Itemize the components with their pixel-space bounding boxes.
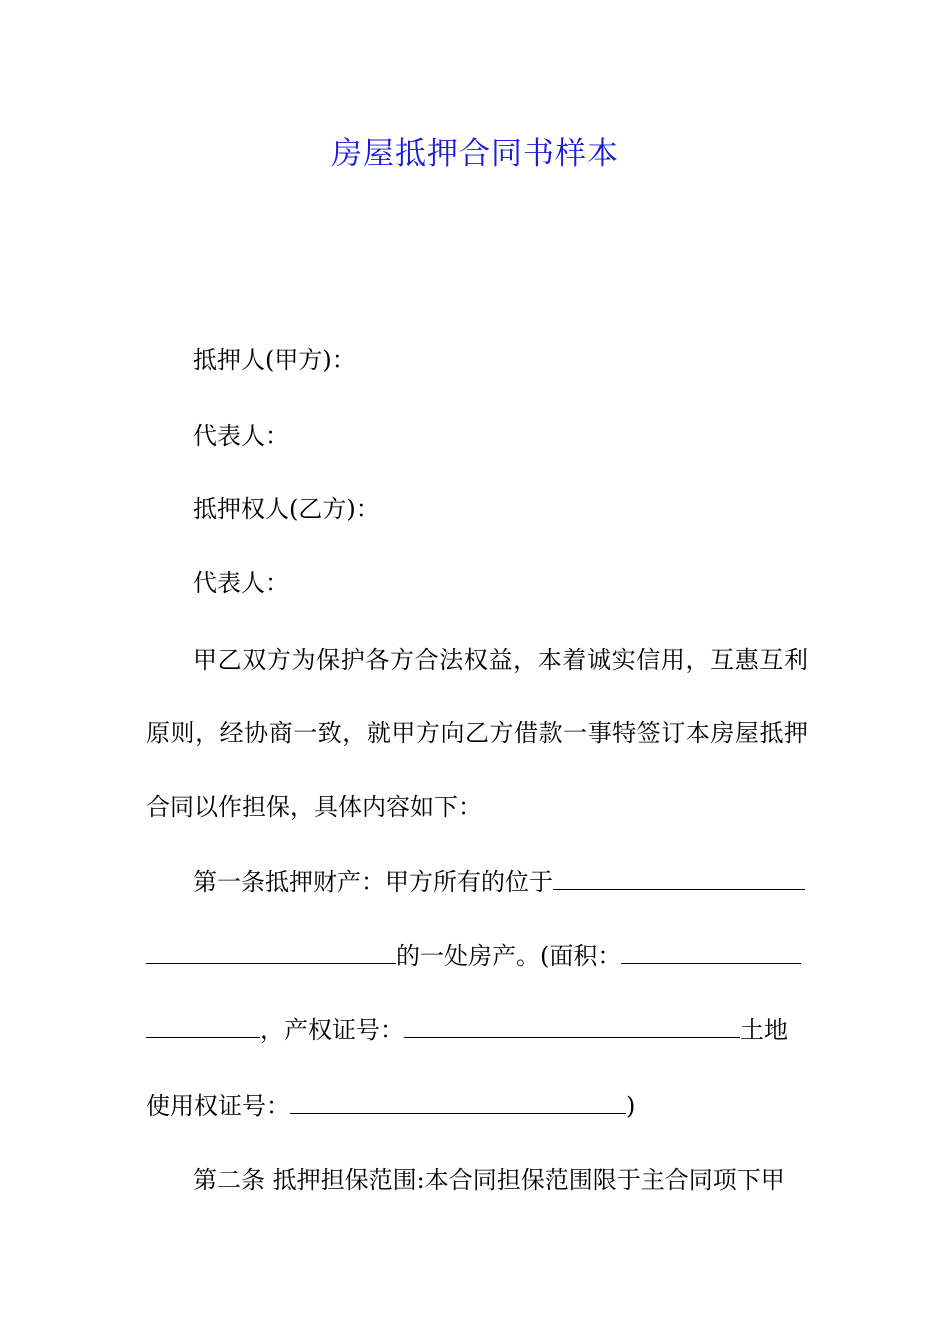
preamble-line-2: 原则，经协商一致，就甲方向乙方借款一事特签订本房屋抵押 [146, 719, 808, 747]
land-use-certificate-label: 使用权证号： [146, 1092, 290, 1120]
closing-paren: ) [626, 1092, 636, 1120]
mortgagor-line: 抵押人(甲方)： [193, 346, 356, 374]
mortgagee-representative-line: 代表人： [193, 569, 289, 597]
property-location-blank-continued [146, 939, 396, 964]
article-2-line-1: 第二条 抵押担保范围:本合同担保范围限于主合同项下甲 [193, 1166, 785, 1194]
article-1-line-4 [146, 1088, 808, 1124]
preamble-line-1: 甲乙双方为保护各方合法权益，本着诚实信用，互惠互利 [193, 646, 808, 674]
article-1-heading: 第一条抵押财产：甲方所有的位于 [193, 868, 553, 896]
document-title: 房屋抵押合同书样本 [331, 136, 619, 172]
article-1-line-1 [193, 864, 808, 900]
title-certificate-blank [404, 1013, 740, 1038]
land-use-certificate-blank [290, 1089, 626, 1114]
title-certificate-label: ，产权证号： [260, 1016, 404, 1044]
mortgagee-line: 抵押权人(乙方)： [193, 495, 380, 523]
article-1-line-3 [146, 1012, 808, 1048]
article-1-line-2 [146, 938, 808, 974]
mortgagor-representative-line: 代表人： [193, 422, 289, 450]
property-area-blank [621, 939, 801, 964]
land-label: 土地 [740, 1016, 788, 1044]
property-location-blank [553, 865, 805, 890]
property-area-blank-continued [146, 1013, 260, 1038]
property-area-label: 的一处房产。(面积： [396, 942, 622, 970]
preamble-line-3: 合同以作担保，具体内容如下： [146, 793, 482, 821]
